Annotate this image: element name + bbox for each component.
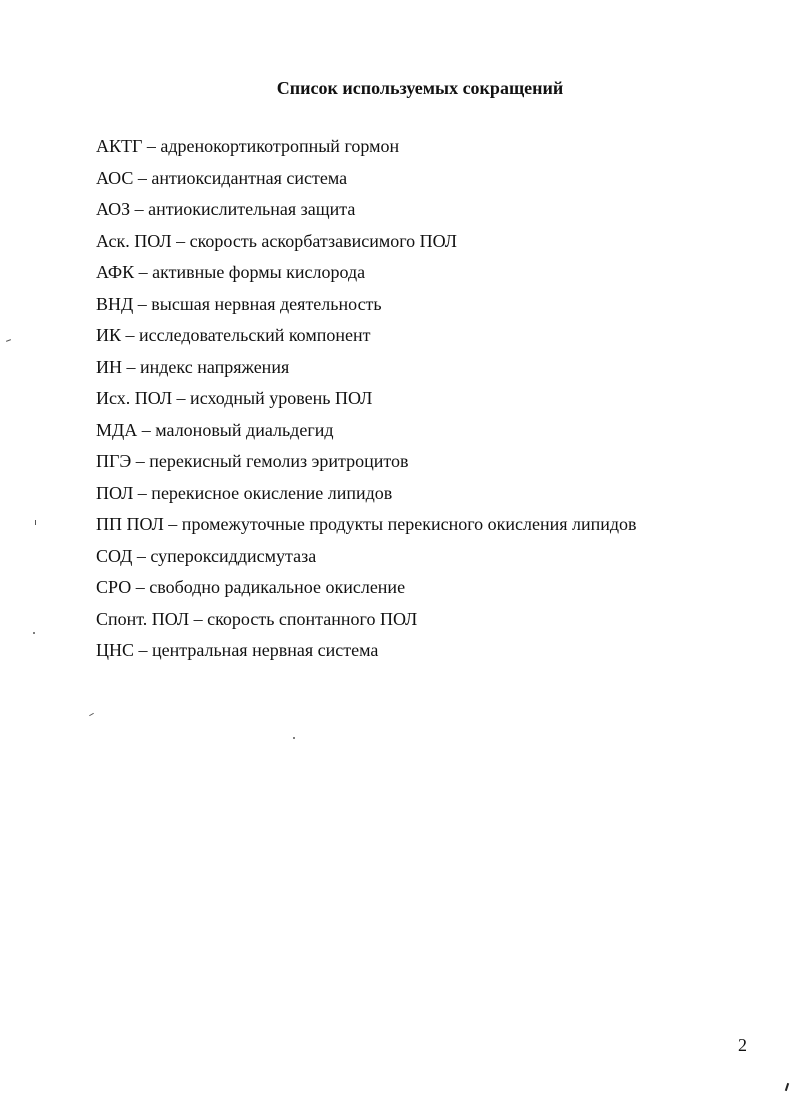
scan-speck [293, 737, 295, 739]
abbreviation-item: ЦНС – центральная нервная система [96, 640, 379, 660]
abbreviation-item: ИК – исследовательский компонент [96, 325, 371, 345]
abbreviation-item: МДА – малоновый диальдегид [96, 419, 334, 440]
abbreviation-item: Спонт. ПОЛ – скорость спонтанного ПОЛ [96, 608, 418, 629]
abbreviation-item: АОЗ – антиокислительная защита [96, 199, 356, 219]
abbreviation-item: ПГЭ – перекисный гемолиз эритроцитов [96, 451, 409, 471]
page-number: 2 [738, 1035, 747, 1055]
abbreviation-item: АОС – антиоксидантная система [96, 167, 348, 188]
abbreviation-item: АКТГ – адренокортикотропный гормон [96, 136, 400, 156]
scan-speck [785, 1083, 789, 1091]
abbreviation-item: АФК – активные формы кислорода [96, 262, 366, 282]
scan-speck [33, 632, 35, 634]
abbreviation-item: ПОЛ – перекисное окисление липидов [96, 482, 393, 503]
abbreviation-item: СОД – супероксиддисмутаза [96, 545, 317, 566]
abbreviation-item: ПП ПОЛ – промежуточные продукты перекисного окисления липидов [96, 514, 637, 534]
abbreviation-item: ВНД – высшая нервная деятельность [96, 293, 382, 314]
abbreviation-item: СРО – свободно радикальное окисление [96, 577, 406, 597]
abbreviation-item: ИН – индекс напряжения [96, 356, 290, 377]
abbreviation-list [96, 132, 637, 668]
scan-speck [6, 339, 11, 342]
scan-speck [35, 520, 36, 525]
scan-speck [89, 713, 94, 716]
abbreviation-item: Аск. ПОЛ – скорость аскорбатзависимого ПОЛ [96, 230, 457, 251]
page-title: Список используемых сокращений [276, 78, 564, 98]
abbreviation-item: Исх. ПОЛ – исходный уровень ПОЛ [96, 388, 373, 408]
